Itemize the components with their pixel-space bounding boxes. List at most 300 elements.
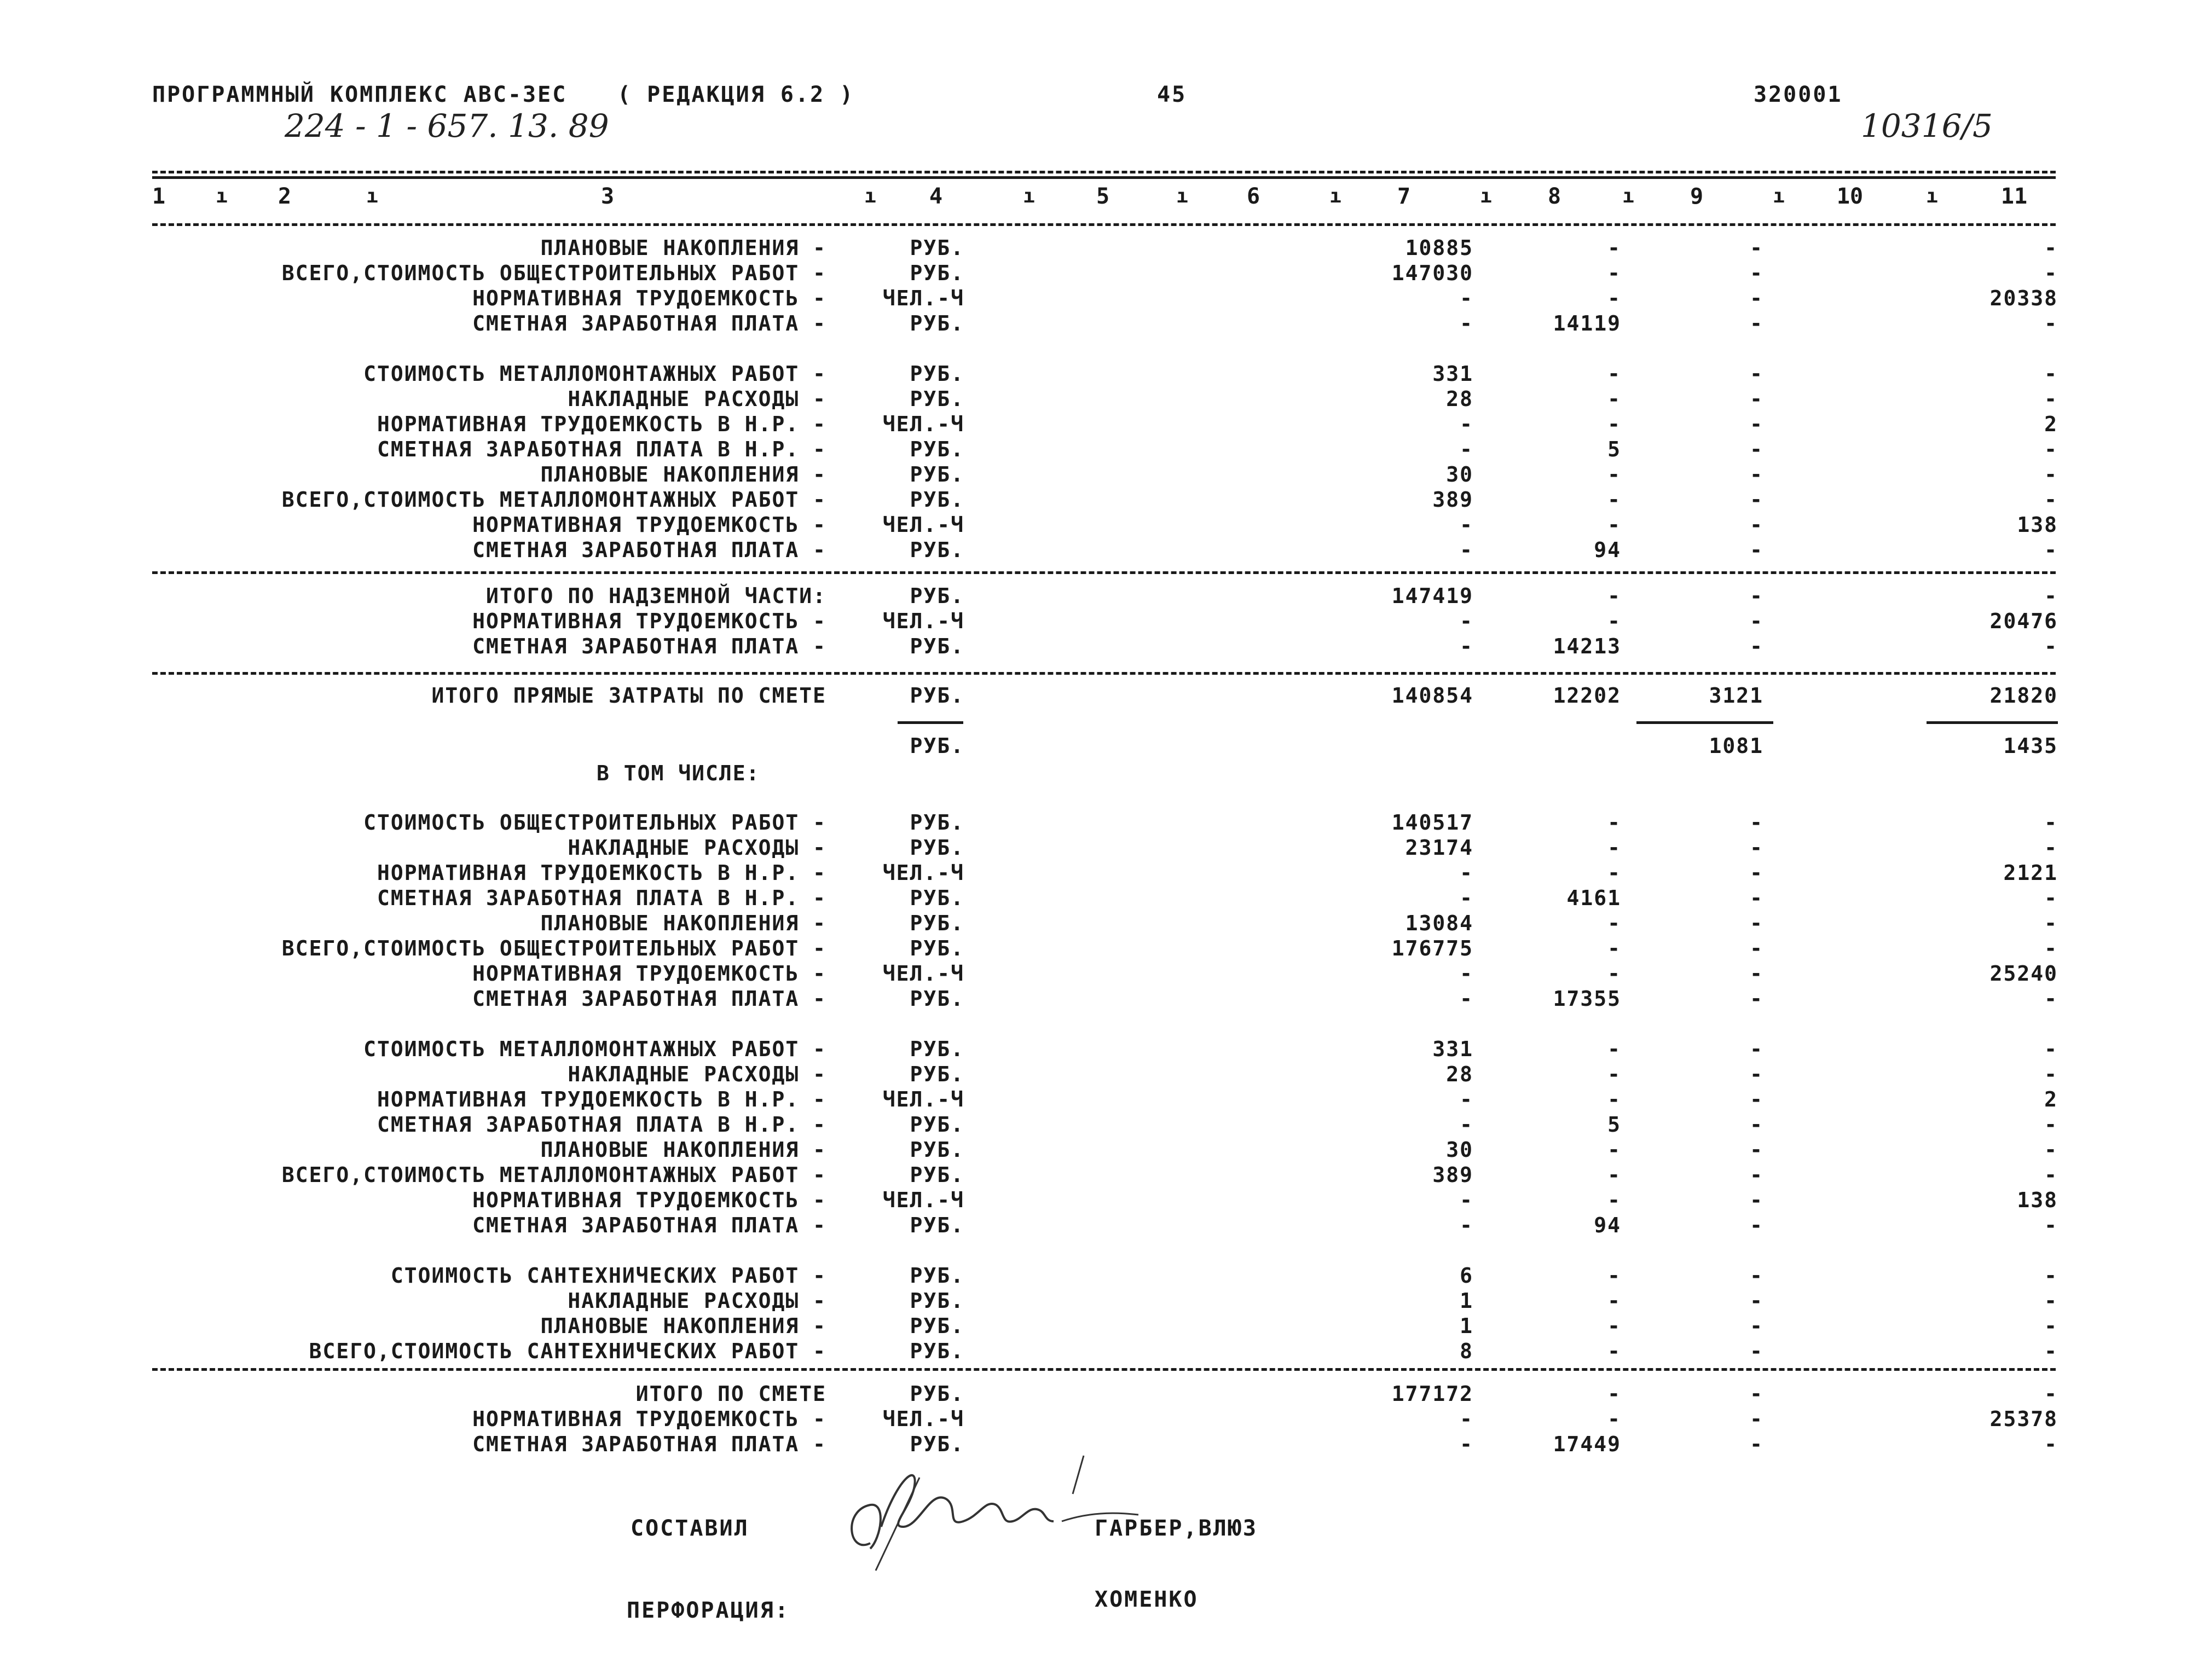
cell-col7: -	[1460, 961, 1473, 986]
cell-col11: -	[2044, 1264, 2058, 1288]
cell-col9: -	[1750, 634, 1763, 658]
column-number: 7	[1397, 184, 1411, 209]
cell-col8: -	[1607, 286, 1621, 310]
row-unit: РУБ.	[910, 261, 964, 285]
cell-col9: -	[1750, 1113, 1763, 1137]
cell-col8: 12202	[1553, 683, 1621, 708]
cell-col8: -	[1607, 961, 1621, 986]
cell-col8: -	[1607, 1314, 1621, 1338]
document-code: 320001	[1754, 82, 1843, 107]
cell-col11: -	[2044, 261, 2058, 285]
row-label: ВСЕГО,СТОИМОСТЬ САНТЕХНИЧЕСКИХ РАБОТ -	[309, 1339, 826, 1363]
cell-col7: -	[1460, 1407, 1473, 1431]
column-number: 8	[1547, 184, 1561, 209]
cell-col9: -	[1750, 1339, 1763, 1363]
cell-col7: -	[1460, 987, 1473, 1011]
table-row	[0, 260, 2198, 286]
cell-col9: -	[1750, 261, 1763, 285]
cell-col8: 14213	[1553, 634, 1621, 658]
row-label: СМЕТНАЯ ЗАРАБОТНАЯ ПЛАТА В Н.Р. -	[377, 1113, 826, 1137]
row-label: ВСЕГО,СТОИМОСТЬ МЕТАЛЛОМОНТАЖНЫХ РАБОТ -	[281, 488, 826, 512]
row-unit: ЧЕЛ.-Ч	[882, 513, 964, 537]
row-label: ИТОГО ПО СМЕТЕ	[635, 1382, 826, 1406]
cell-col8: -	[1607, 810, 1621, 835]
row-label: ВСЕГО,СТОИМОСТЬ ОБЩЕСТРОИТЕЛЬНЫХ РАБОТ -	[281, 261, 826, 285]
cell-col9: -	[1750, 1087, 1763, 1111]
cell-col11: -	[2044, 836, 2058, 860]
cell-col7: -	[1460, 1087, 1473, 1111]
cell-col11: -	[2044, 311, 2058, 335]
cell-col8: 94	[1594, 538, 1621, 562]
program-name: ПРОГРАММНЫЙ КОМПЛЕКС АВС-3ЕС	[152, 82, 568, 107]
cell-col7: 147030	[1391, 261, 1473, 285]
cell-col11: -	[2044, 387, 2058, 411]
c11-underline	[1927, 721, 2058, 724]
cell-col9: -	[1750, 236, 1763, 260]
row-unit: РУБ.	[910, 538, 964, 562]
cell-col11: 1435	[2003, 734, 2058, 758]
cell-col7: 331	[1432, 362, 1473, 386]
row-label: ИТОГО ПО НАДЗЕМНОЙ ЧАСТИ:	[486, 584, 826, 608]
cell-col9: 1081	[1709, 734, 1763, 758]
handwritten-project-number: 224 - 1 - 657. 13. 89	[285, 107, 609, 144]
cell-col11: -	[2044, 1113, 2058, 1137]
table-row	[0, 1187, 2198, 1213]
cell-col9: -	[1750, 1062, 1763, 1086]
table-row	[0, 1213, 2198, 1238]
cell-col11: -	[2044, 911, 2058, 935]
cell-col7: 177172	[1391, 1382, 1473, 1406]
row-label: ВСЕГО,СТОИМОСТЬ МЕТАЛЛОМОНТАЖНЫХ РАБОТ -	[281, 1163, 826, 1187]
row-label: СМЕТНАЯ ЗАРАБОТНАЯ ПЛАТА -	[472, 634, 826, 658]
cell-col9: -	[1750, 810, 1763, 835]
table-row	[0, 1339, 2198, 1364]
cell-col11: 20338	[1989, 286, 2058, 310]
cell-col8: -	[1607, 1407, 1621, 1431]
cell-col8: -	[1607, 911, 1621, 935]
row-unit: РУБ.	[910, 362, 964, 386]
row-label: НАКЛАДНЫЕ РАСХОДЫ -	[568, 836, 826, 860]
table-row	[0, 462, 2198, 487]
cell-col7: 30	[1446, 1138, 1473, 1162]
column-separator: ı	[1926, 185, 1938, 207]
cell-col8: 5	[1607, 1113, 1621, 1137]
table-row	[0, 1313, 2198, 1339]
cell-col7: -	[1460, 311, 1473, 335]
column-separator: ı	[216, 185, 228, 207]
cell-col8: -	[1607, 1339, 1621, 1363]
cell-col9: -	[1750, 1213, 1763, 1237]
row-label: СМЕТНАЯ ЗАРАБОТНАЯ ПЛАТА В Н.Р. -	[377, 437, 826, 461]
row-unit: РУБ.	[910, 634, 964, 658]
cell-col11: -	[2044, 1432, 2058, 1456]
table-row	[0, 412, 2198, 437]
cell-col9: -	[1750, 961, 1763, 986]
cell-col11: -	[2044, 584, 2058, 608]
table-row	[0, 810, 2198, 835]
row-label: ПЛАНОВЫЕ НАКОПЛЕНИЯ -	[540, 462, 826, 486]
cell-col11: -	[2044, 236, 2058, 260]
cell-col11: 2	[2044, 412, 2058, 436]
cell-col11: -	[2044, 886, 2058, 910]
cell-col7: 28	[1446, 1062, 1473, 1086]
row-label: НОРМАТИВНАЯ ТРУДОЕМКОСТЬ В Н.Р. -	[377, 861, 826, 885]
row-label: СМЕТНАЯ ЗАРАБОТНАЯ ПЛАТА -	[472, 987, 826, 1011]
cell-col7: 331	[1432, 1037, 1473, 1061]
row-unit: РУБ.	[910, 1213, 964, 1237]
cell-col9: -	[1750, 1163, 1763, 1187]
row-label: НАКЛАДНЫЕ РАСХОДЫ -	[568, 387, 826, 411]
cell-col9: -	[1750, 1264, 1763, 1288]
cell-col11: -	[2044, 362, 2058, 386]
cell-col8: -	[1607, 1062, 1621, 1086]
cell-col8: 17355	[1553, 987, 1621, 1011]
row-unit: РУБ.	[910, 1113, 964, 1137]
column-number: 5	[1096, 184, 1110, 209]
cell-col7: 13084	[1405, 911, 1473, 935]
table-row	[0, 733, 2198, 758]
signature	[837, 1445, 1144, 1576]
row-unit: РУБ.	[910, 1289, 964, 1313]
cell-col11: -	[2044, 1213, 2058, 1237]
table-row	[0, 835, 2198, 860]
table-row	[0, 311, 2198, 336]
cell-col9: -	[1750, 387, 1763, 411]
cell-col8: -	[1607, 488, 1621, 512]
cell-col7: 147419	[1391, 584, 1473, 608]
edition: ( РЕДАКЦИЯ 6.2 )	[617, 82, 855, 107]
row-label: НОРМАТИВНАЯ ТРУДОЕМКОСТЬ -	[472, 609, 826, 633]
cell-col7: -	[1460, 538, 1473, 562]
cell-col9: -	[1750, 1407, 1763, 1431]
row-unit: РУБ.	[910, 683, 964, 708]
table-row	[0, 961, 2198, 986]
row-unit: РУБ.	[910, 810, 964, 835]
cell-col8: -	[1607, 1138, 1621, 1162]
row-unit: ЧЕЛ.-Ч	[882, 961, 964, 986]
cell-col11: -	[2044, 1382, 2058, 1406]
row-unit: РУБ.	[910, 836, 964, 860]
cell-col7: -	[1460, 1213, 1473, 1237]
cell-col7: -	[1460, 609, 1473, 633]
handwritten-sheet-number: 10316/5	[1861, 107, 1993, 144]
table-row	[0, 911, 2198, 936]
row-label: СМЕТНАЯ ЗАРАБОТНАЯ ПЛАТА -	[472, 311, 826, 335]
row-label: ПЛАНОВЫЕ НАКОПЛЕНИЯ -	[540, 236, 826, 260]
cell-col9: -	[1750, 987, 1763, 1011]
section-rule	[152, 571, 2056, 574]
section-rule	[152, 1368, 2056, 1371]
cell-col8: 5	[1607, 437, 1621, 461]
row-unit: РУБ.	[910, 886, 964, 910]
table-row	[0, 286, 2198, 311]
cell-col9: -	[1750, 584, 1763, 608]
page-number: 45	[1157, 82, 1187, 107]
cell-col7: 389	[1432, 488, 1473, 512]
cell-col7: -	[1460, 886, 1473, 910]
cell-col11: 21820	[1989, 683, 2058, 708]
cell-col9: -	[1750, 311, 1763, 335]
row-label: ПЛАНОВЫЕ НАКОПЛЕНИЯ -	[540, 1314, 826, 1338]
cell-col11: 20476	[1989, 609, 2058, 633]
cell-col9: -	[1750, 861, 1763, 885]
cell-col11: -	[2044, 1037, 2058, 1061]
cell-col9: -	[1750, 538, 1763, 562]
column-separator: ı	[1023, 185, 1035, 207]
row-label: ПЛАНОВЫЕ НАКОПЛЕНИЯ -	[540, 1138, 826, 1162]
column-number: 6	[1246, 184, 1260, 209]
compiled-label: СОСТАВИЛ	[631, 1516, 749, 1541]
table-row	[0, 487, 2198, 512]
cell-col8: -	[1607, 362, 1621, 386]
table-row	[0, 1406, 2198, 1432]
table-row	[0, 1062, 2198, 1087]
cell-col7: 10885	[1405, 236, 1473, 260]
row-unit: ЧЕЛ.-Ч	[882, 1188, 964, 1212]
cell-col7: 30	[1446, 462, 1473, 486]
cell-col8: -	[1607, 513, 1621, 537]
table-row	[0, 860, 2198, 885]
compiled-name: ГАРБЕР,ВЛЮЗ	[1095, 1516, 1258, 1541]
row-unit: ЧЕЛ.-Ч	[882, 1087, 964, 1111]
row-unit: РУБ.	[910, 462, 964, 486]
cell-col8: -	[1607, 1289, 1621, 1313]
cell-col9: -	[1750, 513, 1763, 537]
column-number: 2	[277, 184, 292, 209]
cell-col7: 6	[1460, 1264, 1473, 1288]
cell-col11: -	[2044, 1138, 2058, 1162]
row-label: ВСЕГО,СТОИМОСТЬ ОБЩЕСТРОИТЕЛЬНЫХ РАБОТ -	[281, 936, 826, 960]
row-label: СТОИМОСТЬ МЕТАЛЛОМОНТАЖНЫХ РАБОТ -	[363, 362, 826, 386]
table-row	[0, 437, 2198, 462]
table-row	[0, 634, 2198, 659]
cell-col8: 17449	[1553, 1432, 1621, 1456]
row-unit: ЧЕЛ.-Ч	[882, 609, 964, 633]
row-unit: РУБ.	[910, 1339, 964, 1363]
cell-col11: -	[2044, 462, 2058, 486]
row-label: НОРМАТИВНАЯ ТРУДОЕМКОСТЬ -	[472, 1407, 826, 1431]
row-unit: РУБ.	[910, 1314, 964, 1338]
cell-col11: 25240	[1989, 961, 2058, 986]
cell-col8: -	[1607, 412, 1621, 436]
table-row	[0, 1087, 2198, 1112]
row-label: ИТОГО ПРЯМЫЕ ЗАТРАТЫ ПО СМЕТЕ	[431, 683, 826, 708]
cell-col8: -	[1607, 462, 1621, 486]
row-label: НОРМАТИВНАЯ ТРУДОЕМКОСТЬ -	[472, 286, 826, 310]
row-label: СТОИМОСТЬ САНТЕХНИЧЕСКИХ РАБОТ -	[390, 1264, 826, 1288]
row-label: НОРМАТИВНАЯ ТРУДОЕМКОСТЬ -	[472, 513, 826, 537]
table-row	[0, 1288, 2198, 1313]
table-row	[0, 986, 2198, 1011]
cell-col8: -	[1607, 609, 1621, 633]
row-unit: РУБ.	[910, 1037, 964, 1061]
cell-col7: 140517	[1391, 810, 1473, 835]
row-unit: ЧЕЛ.-Ч	[882, 286, 964, 310]
cell-col9: -	[1750, 412, 1763, 436]
cell-col7: 1	[1460, 1289, 1473, 1313]
cell-col7: -	[1460, 861, 1473, 885]
row-unit: РУБ.	[910, 236, 964, 260]
row-unit: РУБ.	[910, 936, 964, 960]
cell-col9: -	[1750, 1188, 1763, 1212]
cell-col8: 94	[1594, 1213, 1621, 1237]
cell-col7: -	[1460, 513, 1473, 537]
row-unit: ЧЕЛ.-Ч	[882, 861, 964, 885]
row-unit: РУБ.	[910, 1062, 964, 1086]
cell-col8: -	[1607, 236, 1621, 260]
column-number: 10	[1836, 184, 1864, 209]
cell-col9: -	[1750, 936, 1763, 960]
cell-col9: -	[1750, 1289, 1763, 1313]
cell-col7: 23174	[1405, 836, 1473, 860]
table-row	[0, 583, 2198, 609]
column-separator: ı	[1480, 185, 1492, 207]
table-row	[0, 683, 2198, 708]
row-label: НАКЛАДНЫЕ РАСХОДЫ -	[568, 1289, 826, 1313]
table-row	[0, 1263, 2198, 1288]
cell-col11: 138	[2017, 513, 2058, 537]
row-unit: РУБ.	[910, 1138, 964, 1162]
row-label: СМЕТНАЯ ЗАРАБОТНАЯ ПЛАТА -	[472, 1213, 826, 1237]
c9-underline	[1636, 721, 1773, 724]
cell-col7: -	[1460, 1432, 1473, 1456]
row-unit: РУБ.	[910, 911, 964, 935]
cell-col9: -	[1750, 362, 1763, 386]
table-row	[0, 609, 2198, 634]
cell-col9: -	[1750, 286, 1763, 310]
column-number: 4	[929, 184, 943, 209]
cell-col9: -	[1750, 911, 1763, 935]
row-label: СМЕТНАЯ ЗАРАБОТНАЯ ПЛАТА В Н.Р. -	[377, 886, 826, 910]
cell-col7: 176775	[1391, 936, 1473, 960]
cell-col11: -	[2044, 634, 2058, 658]
cell-col11: -	[2044, 1339, 2058, 1363]
cell-col11: 2	[2044, 1087, 2058, 1111]
table-row	[0, 936, 2198, 961]
cell-col9: -	[1750, 609, 1763, 633]
cell-col8: -	[1607, 936, 1621, 960]
cell-col7: 1	[1460, 1314, 1473, 1338]
cell-col11: -	[2044, 538, 2058, 562]
cell-col11: -	[2044, 936, 2058, 960]
cell-col7: -	[1460, 634, 1473, 658]
row-unit: РУБ.	[910, 311, 964, 335]
cell-col8: -	[1607, 836, 1621, 860]
cell-col9: -	[1750, 1382, 1763, 1406]
cell-col7: 28	[1446, 387, 1473, 411]
cell-col11: -	[2044, 1062, 2058, 1086]
cell-col9: 3121	[1709, 683, 1763, 708]
cell-col7: 389	[1432, 1163, 1473, 1187]
cell-col9: -	[1750, 836, 1763, 860]
cell-col11: -	[2044, 488, 2058, 512]
cell-col9: -	[1750, 886, 1763, 910]
column-number: 1	[152, 184, 166, 209]
table-row	[0, 235, 2198, 260]
cell-col8: -	[1607, 584, 1621, 608]
cell-col7: 8	[1460, 1339, 1473, 1363]
table-row	[0, 386, 2198, 412]
cell-col9: -	[1750, 462, 1763, 486]
table-row	[0, 761, 2198, 786]
row-unit: РУБ.	[910, 584, 964, 608]
cell-col9: -	[1750, 1314, 1763, 1338]
row-label: В ТОМ ЧИСЛЕ:	[597, 761, 760, 785]
cell-col11: 2121	[2003, 861, 2058, 885]
column-separator: ı	[366, 185, 378, 207]
row-unit: РУБ.	[910, 734, 964, 758]
cell-col11: -	[2044, 1289, 2058, 1313]
table-row	[0, 885, 2198, 911]
cell-col9: -	[1750, 1432, 1763, 1456]
column-separator: ı	[1622, 185, 1634, 207]
cell-col11: -	[2044, 987, 2058, 1011]
cell-col7: 140854	[1391, 683, 1473, 708]
row-unit: РУБ.	[910, 437, 964, 461]
cell-col8: -	[1607, 1037, 1621, 1061]
perforation-label: ПЕРФОРАЦИЯ:	[627, 1598, 790, 1623]
cell-col7: -	[1460, 1113, 1473, 1137]
cell-col11: -	[2044, 1314, 2058, 1338]
row-label: НОРМАТИВНАЯ ТРУДОЕМКОСТЬ -	[472, 1188, 826, 1212]
table-row	[0, 1162, 2198, 1187]
cell-col7: -	[1460, 437, 1473, 461]
cell-col7: -	[1460, 1188, 1473, 1212]
cell-col8: 14119	[1553, 311, 1621, 335]
cell-col7: -	[1460, 286, 1473, 310]
cell-col11: 25378	[1989, 1407, 2058, 1431]
table-row	[0, 1381, 2198, 1406]
row-unit: РУБ.	[910, 387, 964, 411]
table-row	[0, 512, 2198, 537]
row-unit: РУБ.	[910, 1432, 964, 1456]
cell-col8: -	[1607, 1188, 1621, 1212]
cell-col11: -	[2044, 437, 2058, 461]
row-unit: ЧЕЛ.-Ч	[882, 412, 964, 436]
row-label: НОРМАТИВНАЯ ТРУДОЕМКОСТЬ -	[472, 961, 826, 986]
row-label: СМЕТНАЯ ЗАРАБОТНАЯ ПЛАТА -	[472, 538, 826, 562]
column-separator: ı	[1773, 185, 1785, 207]
column-number: 3	[600, 184, 615, 209]
row-label: СМЕТНАЯ ЗАРАБОТНАЯ ПЛАТА -	[472, 1432, 826, 1456]
row-label: НОРМАТИВНАЯ ТРУДОЕМКОСТЬ В Н.Р. -	[377, 1087, 826, 1111]
row-unit: РУБ.	[910, 987, 964, 1011]
cell-col9: -	[1750, 437, 1763, 461]
column-separator: ı	[1176, 185, 1188, 207]
cell-col9: -	[1750, 488, 1763, 512]
row-label: СТОИМОСТЬ МЕТАЛЛОМОНТАЖНЫХ РАБОТ -	[363, 1037, 826, 1061]
table-row	[0, 1036, 2198, 1062]
table-row	[0, 1137, 2198, 1162]
table-row	[0, 361, 2198, 386]
cell-col11: -	[2044, 1163, 2058, 1187]
table-row	[0, 1112, 2198, 1137]
cell-col11: -	[2044, 810, 2058, 835]
section-rule	[152, 672, 2056, 675]
column-separator: ı	[1329, 185, 1341, 207]
cell-col8: -	[1607, 1382, 1621, 1406]
cell-col8: -	[1607, 861, 1621, 885]
column-number: 11	[2000, 184, 2028, 209]
row-label: НОРМАТИВНАЯ ТРУДОЕМКОСТЬ В Н.Р. -	[377, 412, 826, 436]
row-label: НАКЛАДНЫЕ РАСХОДЫ -	[568, 1062, 826, 1086]
row-label: СТОИМОСТЬ ОБЩЕСТРОИТЕЛЬНЫХ РАБОТ -	[363, 810, 826, 835]
cell-col8: -	[1607, 261, 1621, 285]
cell-col8: -	[1607, 1264, 1621, 1288]
row-label: ПЛАНОВЫЕ НАКОПЛЕНИЯ -	[540, 911, 826, 935]
table-row	[0, 537, 2198, 563]
row-unit: РУБ.	[910, 488, 964, 512]
